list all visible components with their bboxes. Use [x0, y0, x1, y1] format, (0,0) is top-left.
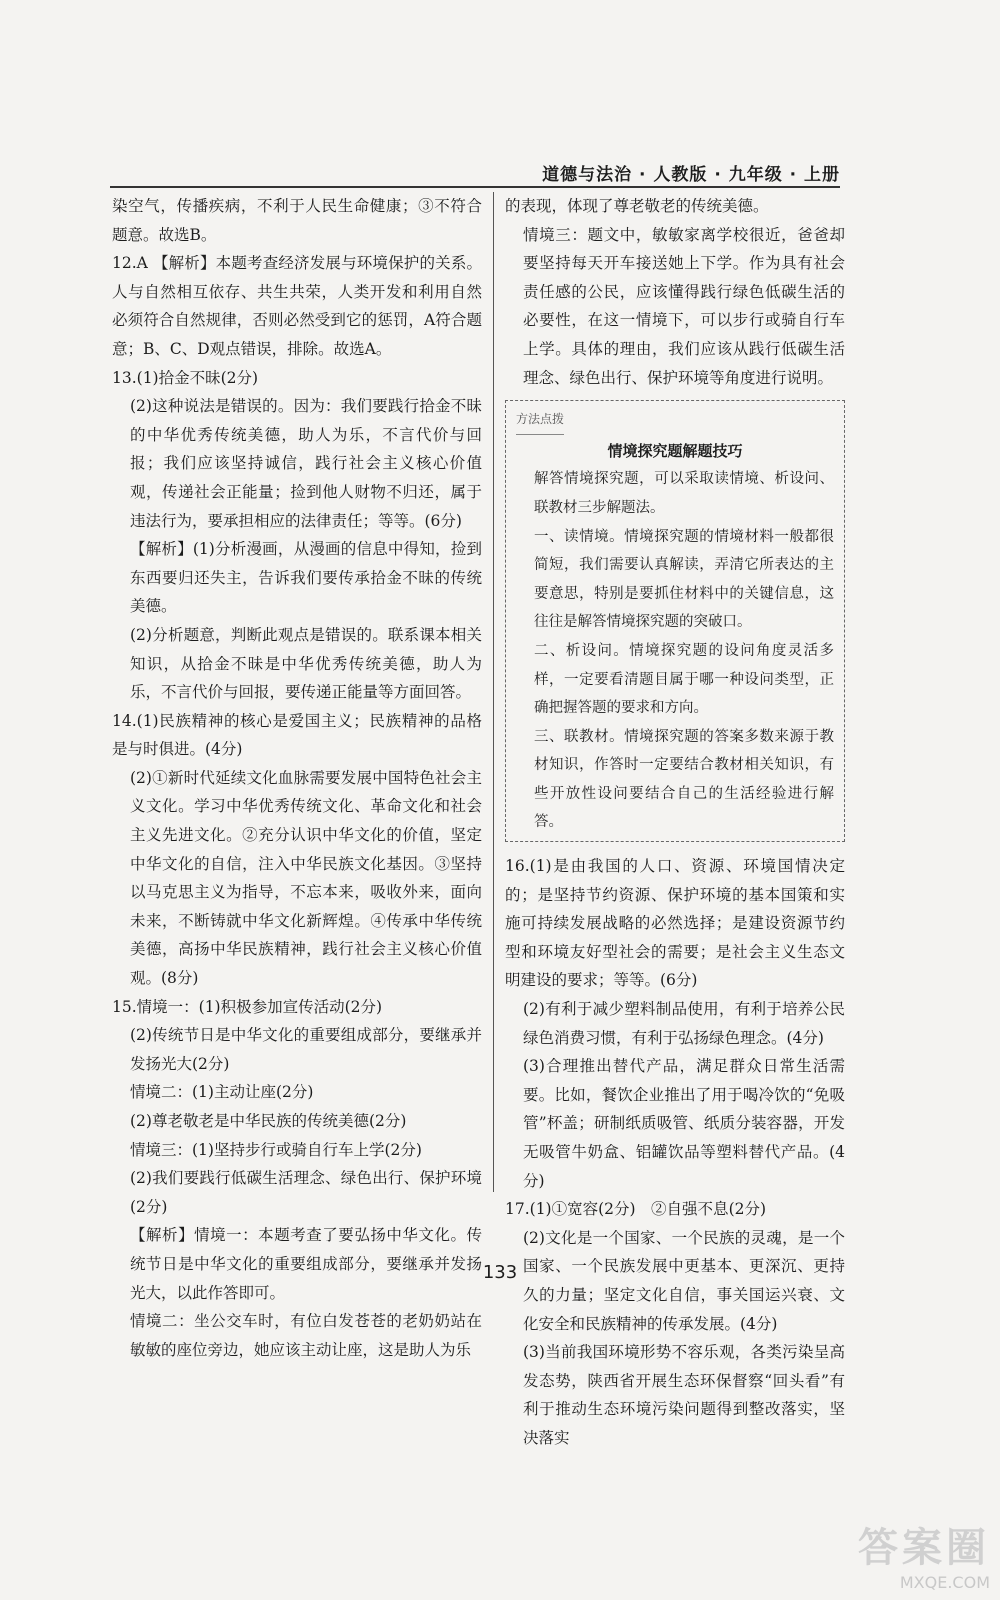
- tips-paragraph: 一、读情境。情境探究题的情境材料一般都很简短，我们需要认真解读，弄清它所表达的主要意思，特别是要抓住材料中的关键信息，这往往是解答情境探究题的突破口。: [534, 528, 834, 631]
- answer-paragraph: 的表现，体现了尊老敬老的传统美德。: [505, 197, 769, 215]
- answer-paragraph: (2)有利于减少塑料制品使用，有利于培养公民绿色消费习惯，有利于弘扬绿色理念。(4分): [523, 1000, 845, 1047]
- answer-paragraph: 情境三：(1)坚持步行或骑自行车上学(2分): [130, 1140, 422, 1159]
- answer-paragraph: 16.(1)是由我国的人口、资源、环境国情决定的；是坚持节约资源、保护环境的基本国策和实施可持续发展战略的必然选择；是建设资源节约型和环境友好型社会的需要；是社会主义生态文明建设的要求；等等。(6分): [505, 857, 845, 990]
- answer-paragraph: (2)传统节日是中华文化的重要组成部分，要继承并发扬光大(2分): [130, 1026, 482, 1073]
- analysis-paragraph: 情境二：坐公交车时，有位白发苍苍的老奶奶站在敏敏的座位旁边，她应该主动让座，这是助人为乐: [130, 1312, 482, 1359]
- tips-paragraph: 二、析设问。情境探究题的设问角度灵活多样，一定要看清题目属于哪一种设问类型，正确把握答题的要求和方向。: [534, 642, 834, 717]
- analysis-paragraph: (2)分析题意，判断此观点是错误的。联系课本相关知识，从拾金不昧是中华优秀传统美德，助人为乐，不言代价与回报，要传递正能量等方面回答。: [130, 625, 482, 702]
- answer-paragraph: (2)我们要践行低碳生活理念、绿色出行、保护环境(2分): [130, 1169, 482, 1216]
- answer-paragraph: 情境二：(1)主动让座(2分): [130, 1083, 314, 1102]
- analysis-paragraph: 【解析】(1)分析漫画，从漫画的信息中得知，捡到东西要归还失主，告诉我们要传承拾金不昧的传统美德。: [130, 540, 482, 616]
- page-header: 道德与法治 · 人教版 · 九年级 · 上册: [542, 165, 840, 185]
- answer-paragraph: 14.(1)民族精神的核心是爱国主义；民族精神的品格是与时俱进。(4分): [112, 711, 482, 759]
- answer-paragraph: (2)这种说法是错误的。因为：我们要践行拾金不昧的中华优秀传统美德，助人为乐，不言代价与回报；我们应该坚持诚信，践行社会主义核心价值观，传递社会正能量；捡到他人财物不归还，属于违法行为，要承担相应的法律责任；等等。(6分): [130, 397, 482, 530]
- left-column: [112, 192, 482, 1364]
- watermark-main: 答案圈: [858, 1525, 990, 1571]
- site-watermark: [858, 1516, 990, 1592]
- tips-label: 方法点拨: [516, 405, 564, 435]
- answer-paragraph: 染空气，传播疾病，不利于人民生命健康；③不符合题意。故选B。: [112, 197, 482, 244]
- answer-paragraph: (3)合理推出替代产品，满足群众日常生活需要。比如，餐饮企业推出了用于喝冷饮的“免吸管”杯盖；研制纸质吸管、纸质分装容器，开发无吸管牛奶盒、铝罐饮品等塑料替代产品。(4分): [523, 1057, 845, 1190]
- method-tips-box: [505, 400, 845, 842]
- answer-paragraph: (2)①新时代延续文化血脉需要发展中国特色社会主义文化。学习中华优秀传统文化、革命文化和社会主义先进文化。②充分认识中华文化的价值，坚定中华文化的自信，注入中华民族文化基因。③坚持以马克思主义为指导，不忘本来，吸收外来，面向未来，不断铸就中华文化新辉煌。④传承中华传统美德，高扬中华民族精神，践行社会主义核心价值观。(8分): [130, 768, 482, 988]
- watermark-sub: MXQE.COM: [899, 1573, 990, 1592]
- tips-paragraph: 三、联教材。情境探究题的答案多数来源于教材知识，作答时一定要结合教材相关知识，有些开放性设问要结合自己的生活经验进行解答。: [534, 728, 834, 831]
- header-rule: [110, 186, 840, 188]
- answer-paragraph: 13.(1)拾金不昧(2分): [112, 368, 259, 387]
- answer-paragraph: 15.情境一：(1)积极参加宣传活动(2分): [112, 997, 383, 1016]
- answer-paragraph: 17.(1)①宽容(2分) ②自强不息(2分): [505, 1200, 767, 1219]
- column-divider: [493, 192, 494, 1192]
- analysis-paragraph: 【解析】情境一：本题考查了要弘扬中华文化。传统节日是中华文化的重要组成部分，要继承并发扬光大，以此作答即可。: [130, 1226, 482, 1302]
- tips-title: 情境探究题解题技巧: [607, 441, 743, 460]
- page-number: 133: [482, 1262, 518, 1283]
- answer-paragraph: 12.A 【解析】本题考查经济发展与环境保护的关系。人与自然相互依存、共生共荣，人类开发和利用自然必须符合自然规律，否则必然受到它的惩罚，A符合题意；B、C、D观点错误，排除。故选A。: [112, 254, 482, 358]
- answer-paragraph: (2)文化是一个国家、一个民族的灵魂，是一个国家、一个民族发展中更基本、更深沉、更持久的力量；坚定文化自信，事关国运兴衰、文化安全和民族精神的传承发展。(4分): [523, 1228, 845, 1333]
- tips-paragraph: 解答情境探究题，可以采取读情境、析设问、联教材三步解题法。: [534, 471, 834, 516]
- analysis-paragraph: 情境三：题文中，敏敏家离学校很近，爸爸却要坚持每天开车接送她上下学。作为具有社会责任感的公民，应该懂得践行绿色低碳生活的必要性，在这一情境下，可以步行或骑自行车上学。具体的理由，我们应该从践行低碳生活理念、绿色出行、保护环境等角度进行说明。: [523, 225, 845, 387]
- answer-paragraph: (3)当前我国环境形势不容乐观，各类污染呈高发态势，陕西省开展生态环保督察“回头看”有利于推动生态环境污染问题得到整改落实，坚决落实: [523, 1343, 845, 1447]
- answer-paragraph: (2)尊老敬老是中华民族的传统美德(2分): [130, 1112, 407, 1130]
